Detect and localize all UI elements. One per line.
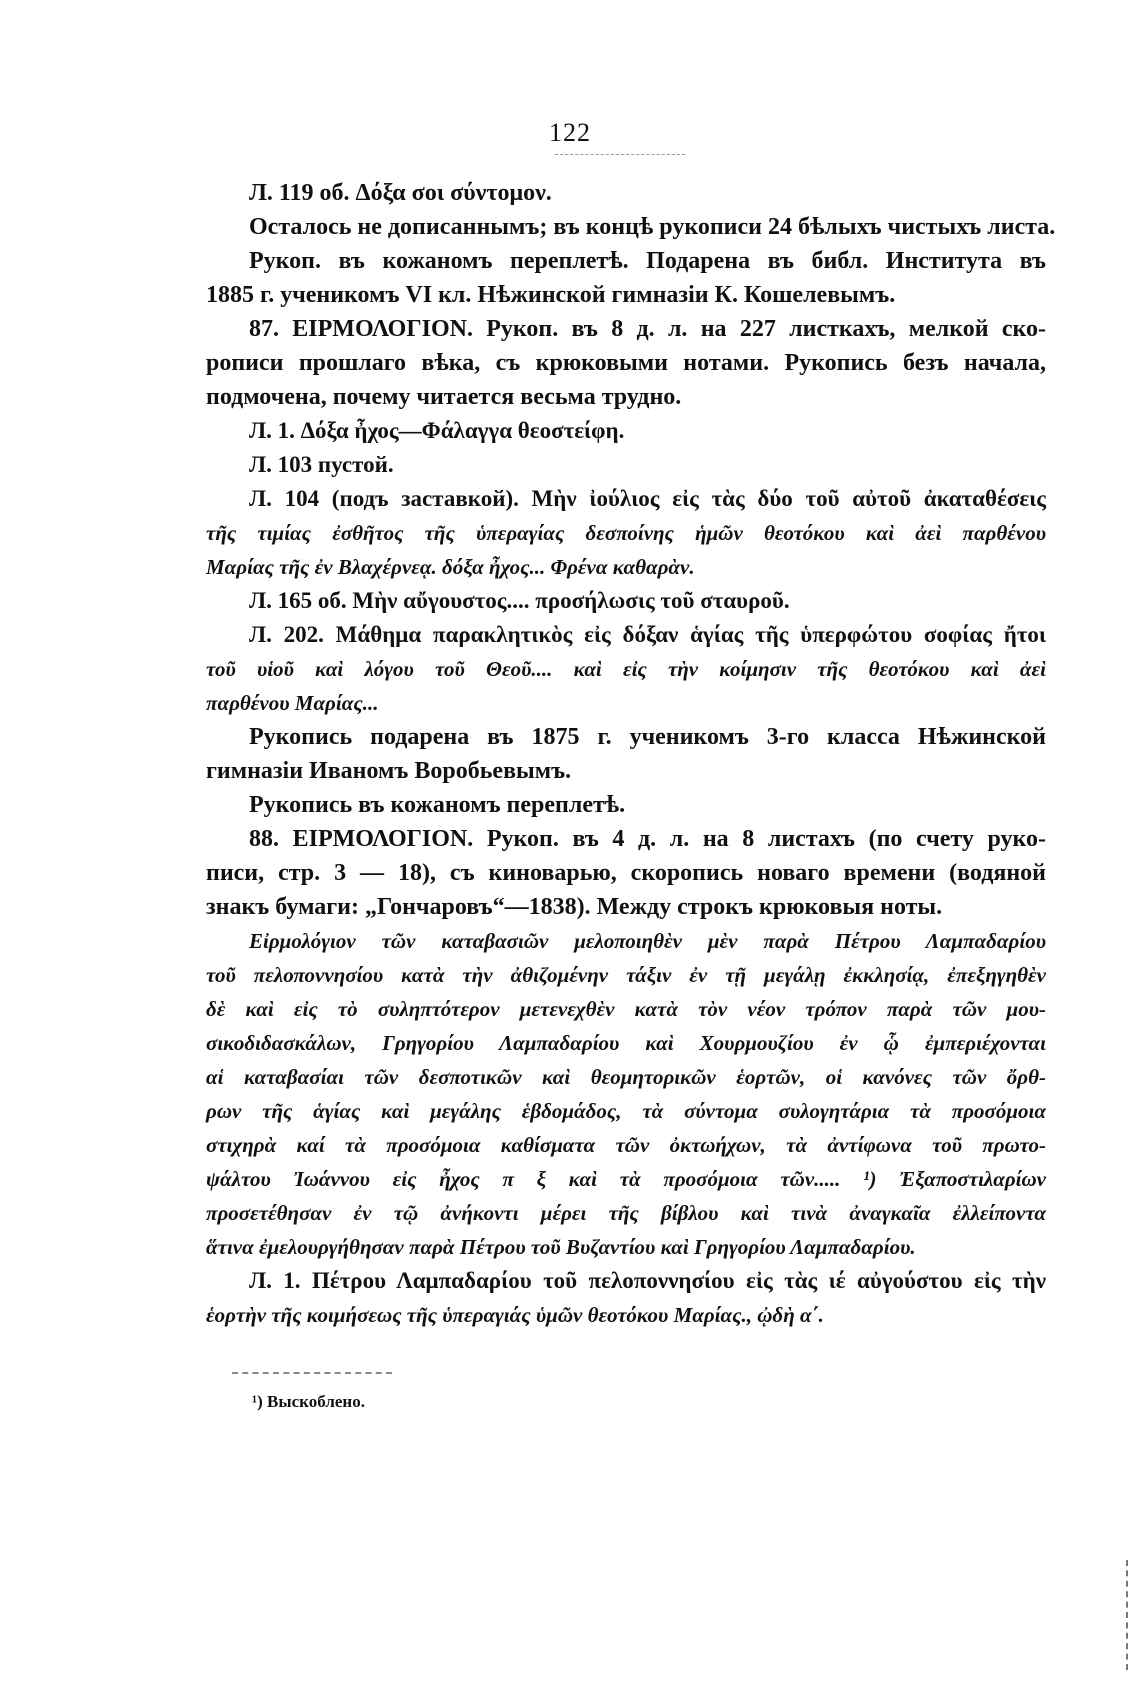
footnote-rule xyxy=(232,1372,392,1374)
text-line: σικοδιδασκάλων, Γρηγορίου Λαμπαδαρίου καὶ Χουρμουζίου ἐν ᾧ ἐμπεριέχονται xyxy=(206,1031,1046,1055)
text-line: писи, стр. 3 — 18), съ киноварью, скоропись новаго времени (водяной xyxy=(206,860,1046,886)
text-line: τῆς τιμίας ἐσθῆτος τῆς ὑπεραγίας δεσποίνης ἡμῶν θεοτόκου καὶ ἀεὶ παρθένου xyxy=(206,521,1046,545)
text-line: ἑορτὴν τῆς κοιμήσεως τῆς ὑπεραγιάς ὑμῶν θεοτόκου Μαρίας., ᾠδὴ α΄. xyxy=(206,1303,824,1327)
text-line: δὲ καὶ εἰς τὸ συληπτότερον μετενεχθὲν κατὰ τὸν νέον τρόπον παρὰ τῶν μου- xyxy=(206,997,1046,1021)
text-line: Л. 165 об. Μὴν αὔγουστος.... προσήλωσις τοῦ σταυροῦ. xyxy=(249,588,790,613)
text-line: τοῦ πελοποννησίου κατὰ τὴν ἀθιζομένην τάξιν ἐν τῇ μεγάλῃ ἐκκλησίᾳ, ἐπεξηγηθὲν xyxy=(206,963,1046,987)
page-edge-mark xyxy=(1126,1560,1128,1670)
text-line: подмочена, почему читается весьма трудно. xyxy=(206,384,682,410)
text-line: Рукоп. въ кожаномъ переплетѣ. Подарена въ библ. Института въ xyxy=(249,248,1046,274)
text-line: Л. 1. Πέτρου Λαμπαδαρίου τοῦ πελοποννησίου εἰς τὰς ιέ αὐγούστου εἰς τὴν xyxy=(249,1268,1046,1293)
page-number: 122 xyxy=(549,118,591,147)
text-line: Л. 1. Δόξα ἦχος—Φάλαγγα θεοστείφη. xyxy=(249,418,625,443)
header-rule xyxy=(555,154,685,155)
text-line: Л. 103 пустой. xyxy=(249,452,394,477)
page-body xyxy=(206,176,1056,1332)
text-line: знакъ бумаги: „Гончаровъ“—1838). Между строкъ крюковыя ноты. xyxy=(206,894,943,920)
text-line: ἅτινα ἐμελουργήθησαν παρὰ Πέτρου τοῦ Βυζαντίου καὶ Γρηγορίου Λαμπαδαρίου. xyxy=(206,1235,916,1259)
text-line: αἱ καταβασίαι τῶν δεσποτικῶν καὶ θεομητορικῶν ἑορτῶν, οἱ κανόνες τῶν ὄρθ- xyxy=(206,1065,1046,1089)
text-line: Рукопись подарена въ 1875 г. ученикомъ 3-го класса Нѣжинской xyxy=(249,724,1046,750)
text-line: 87. ΕΙΡΜΟΛΟΓΙΟΝ. Рукоп. въ 8 д. л. на 227 листкахъ, мелкой ско- xyxy=(249,316,1046,342)
text-line: Л. 202. Μάθημα παρακλητικὸς εἰς δόξαν ἁγίας τῆς ὑπερφώτου σοφίας ἤτοι xyxy=(249,622,1046,647)
text-line: 1885 г. ученикомъ VI кл. Нѣжинской гимназіи К. Кошелевымъ. xyxy=(206,282,896,308)
text-line: παρθένου Μαρίας... xyxy=(206,691,379,715)
text-line: Л. 119 об. Δόξα σοι σύντομον. xyxy=(249,180,552,206)
footnote: ¹) Выскоблено. xyxy=(252,1392,365,1411)
text-line: ψάλτου Ἰωάννου εἰς ἦχος π ξ καὶ τὰ προσόμοια τῶν..... ¹) Ἐξαποστιλαρίων xyxy=(206,1167,1046,1191)
text-line: τοῦ υἱοῦ καὶ λόγου τοῦ Θεοῦ.... καὶ εἰς τὴν κοίμησιν τῆς θεοτόκου καὶ ἀεὶ xyxy=(206,657,1046,681)
text-line: ρων τῆς ἁγίας καὶ μεγάλης ἑβδομάδος, τὰ σύντομα συλογητάρια τὰ προσόμοια xyxy=(206,1099,1046,1123)
text-line: гимназіи Иваномъ Воробьевымъ. xyxy=(206,758,572,784)
text-line: προσετέθησαν ἐν τῷ ἀνήκοντι μέρει τῆς βίβλου καὶ τινὰ ἀναγκαῖα ἐλλείποντα xyxy=(206,1201,1046,1225)
text-line: рописи прошлаго вѣка, съ крюковыми нотами. Рукопись безъ начала, xyxy=(206,350,1046,376)
text-line: Л. 104 (подъ заставкой). Μὴν ἰούλιος εἰς τὰς δύο τοῦ αὐτοῦ ἀκαταθέσεις xyxy=(249,486,1046,511)
text-line: Μαρίας τῆς ἐν Βλαχέρνεᾳ. δόξα ἦχος... Φρένα καθαρὰν. xyxy=(206,555,695,579)
text-line: 88. ΕΙΡΜΟΛΟΓΙΟΝ. Рукоп. въ 4 д. л. на 8 листахъ (по счету руко- xyxy=(249,826,1046,852)
text-line: Рукопись въ кожаномъ переплетѣ. xyxy=(249,792,626,818)
text-line: στιχηρὰ καί τὰ προσόμοια καθίσματα τῶν ὀκτωήχων, τὰ ἀντίφωνα τοῦ πρωτο- xyxy=(206,1133,1046,1157)
text-line: Εἰρμολόγιον τῶν καταβασιῶν μελοποιηθὲν μὲν παρὰ Πέτρου Λαμπαδαρίου xyxy=(249,929,1046,953)
text-line: Осталось не дописаннымъ; въ концѣ рукописи 24 бѣлыхъ чистыхъ листа. xyxy=(249,214,1056,240)
